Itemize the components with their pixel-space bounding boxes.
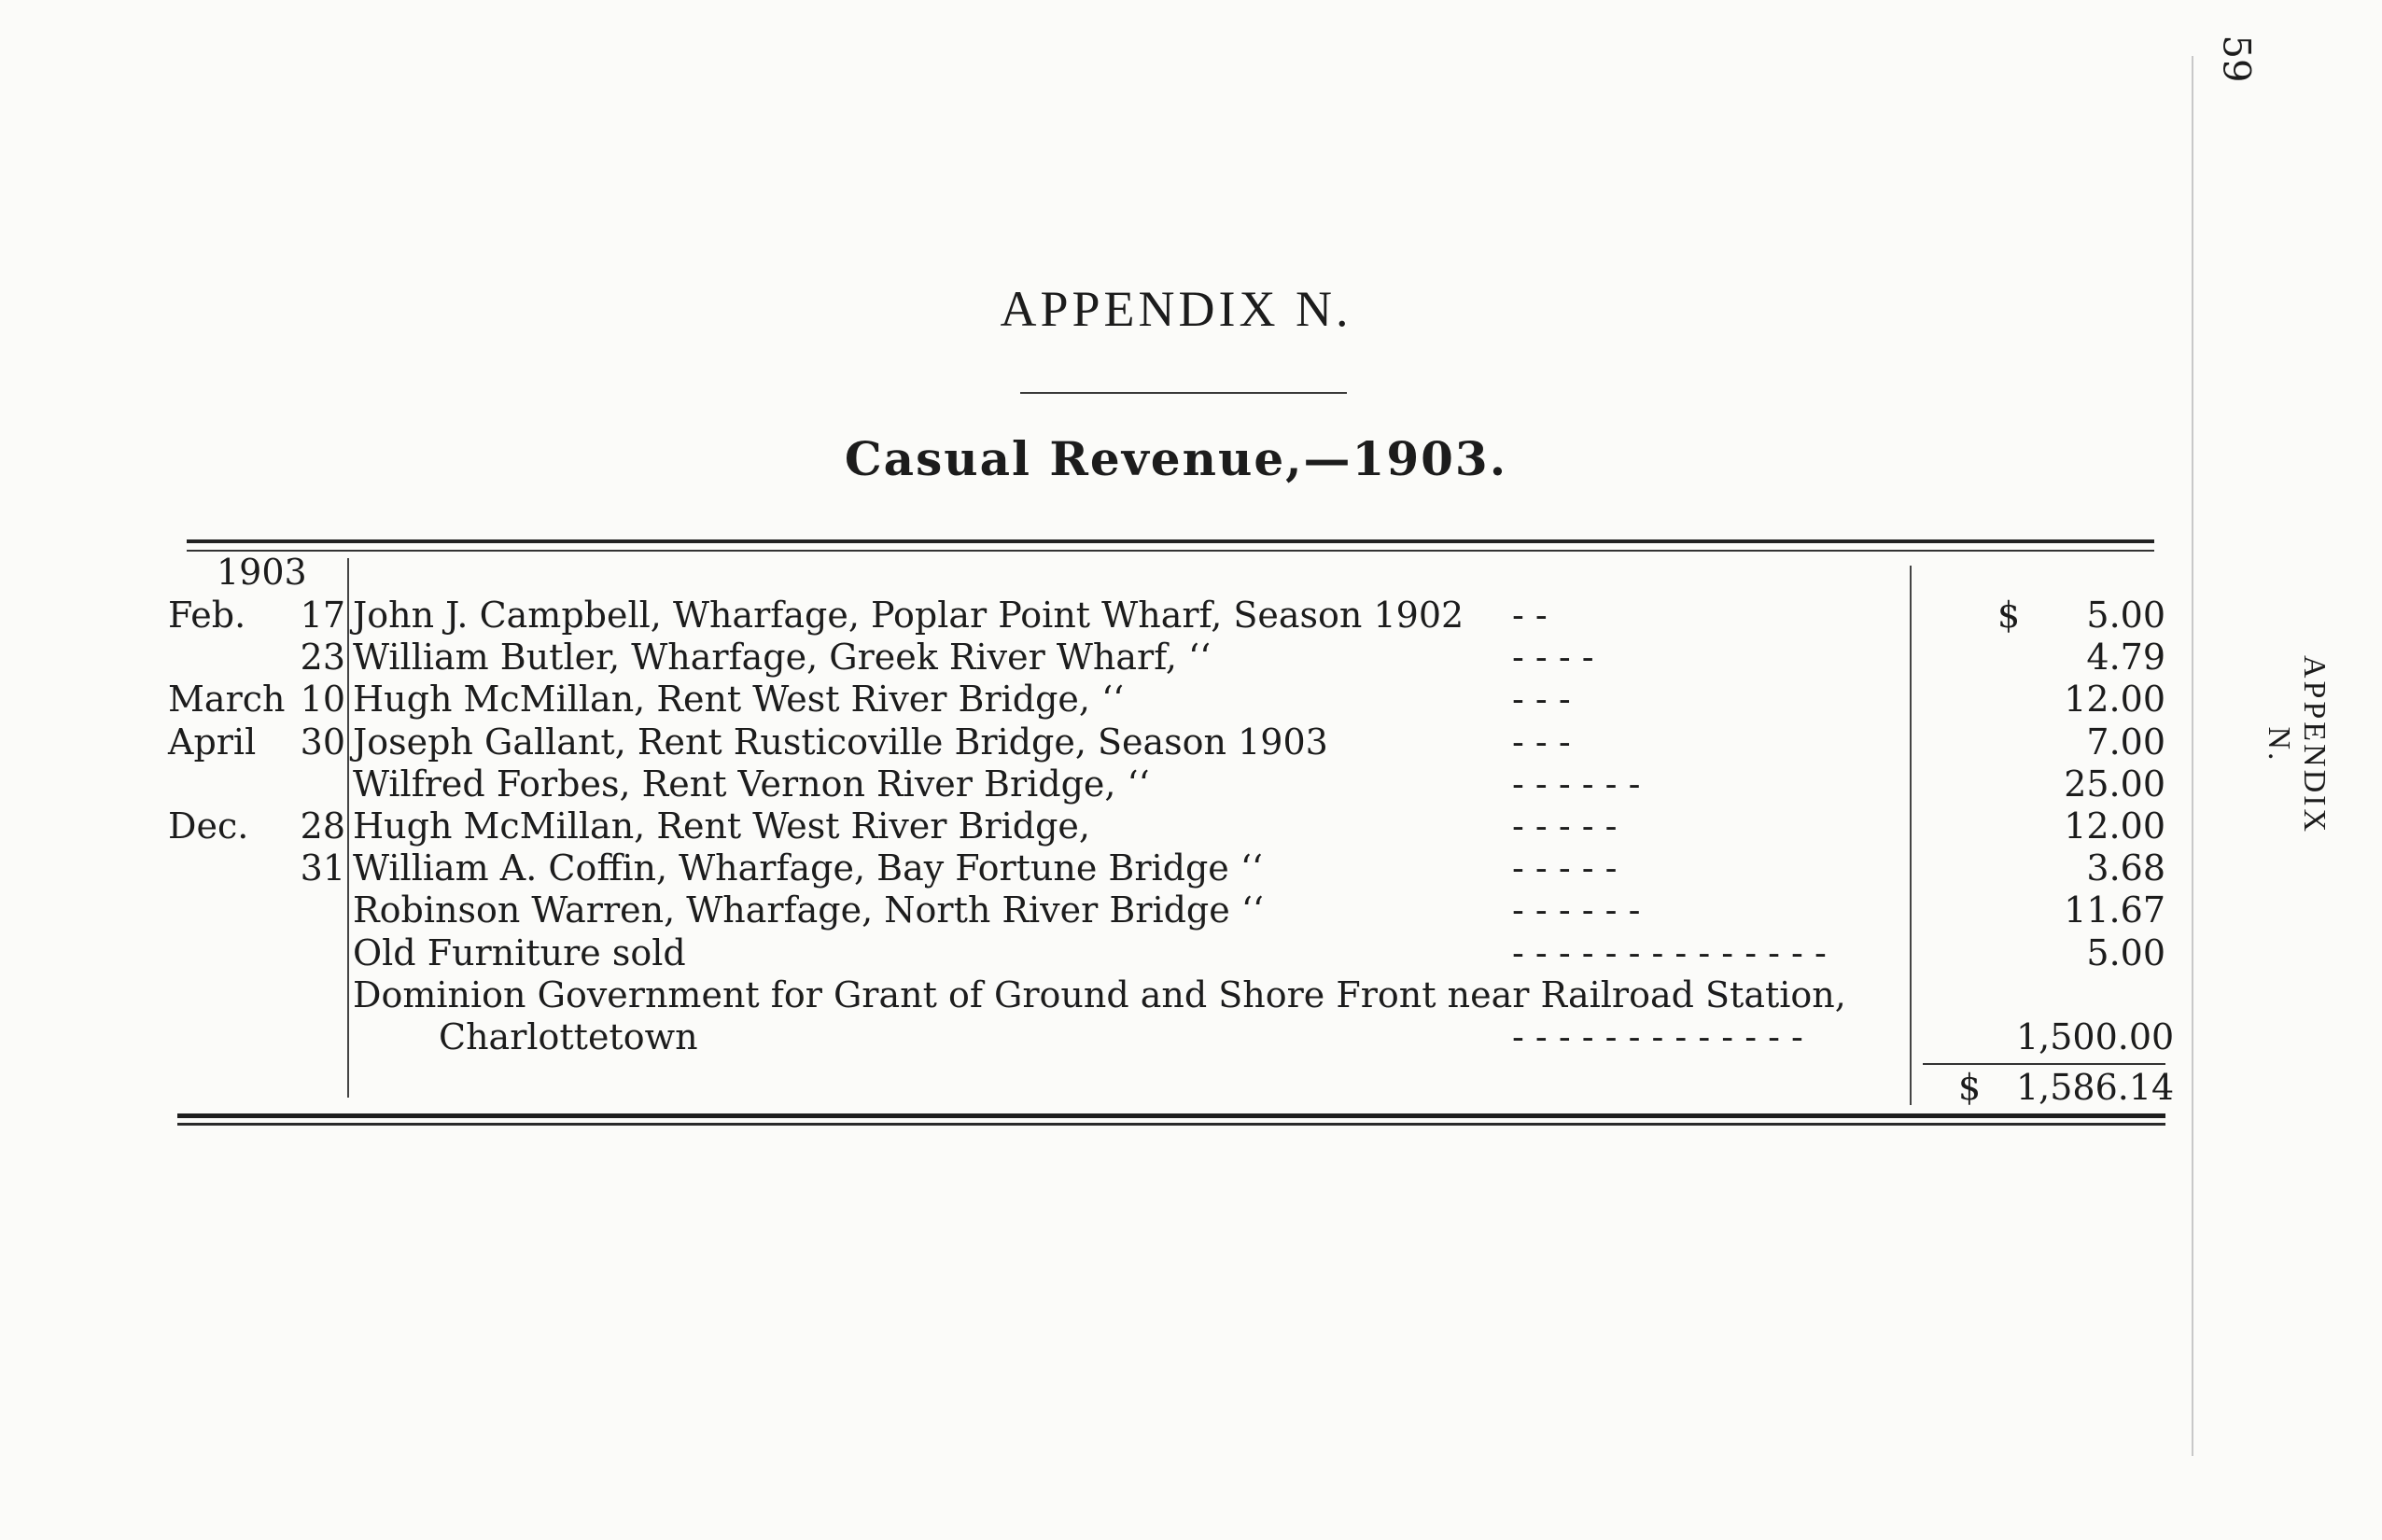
- row-month: March: [168, 679, 286, 720]
- row-day: 31: [300, 847, 345, 889]
- row-amount: 7.00: [2086, 721, 2165, 763]
- side-running-title: APPENDIX N.: [2262, 654, 2332, 835]
- row-amount: 5.00: [2086, 595, 2165, 636]
- row-day: 17: [300, 595, 345, 636]
- row-description: Charlottetown: [439, 1016, 698, 1057]
- page-subtitle: Casual Revenue,—1903.: [844, 431, 1508, 486]
- table-top-rule-thin: [187, 550, 2154, 552]
- title-underline: [1020, 392, 1347, 394]
- row-amount: 1,500.00: [2016, 1016, 2175, 1057]
- amount-column-divider: [1910, 566, 1912, 1105]
- row-description: Joseph Gallant, Rent Rusticoville Bridge, Season 1903: [353, 721, 1328, 763]
- row-month: Feb.: [168, 595, 246, 636]
- row-dots: - - - - - -: [1512, 889, 1641, 931]
- row-dots: - - - - -: [1512, 805, 1618, 847]
- row-description: Wilfred Forbes, Rent Vernon River Bridge, ‘‘: [353, 763, 1150, 805]
- table-bottom-rule-thin: [177, 1123, 2165, 1126]
- row-dots: - - -: [1512, 679, 1571, 720]
- row-dots: - - - -: [1512, 637, 1594, 678]
- table-year: 1903: [217, 552, 307, 593]
- row-dollar: $: [1997, 595, 2021, 636]
- table-bottom-rule: [177, 1113, 2165, 1118]
- row-month: Dec.: [168, 805, 249, 847]
- total-dollar-sign: $: [1958, 1067, 1982, 1108]
- row-dots: - - - - -: [1512, 847, 1618, 889]
- row-amount: 4.79: [2086, 637, 2165, 678]
- date-column-divider: [347, 558, 349, 1098]
- row-amount: 25.00: [2064, 763, 2165, 805]
- row-dots: - - - - - - - - - - - - - -: [1512, 932, 1827, 973]
- row-description: Hugh McMillan, Rent West River Bridge, ‘‘: [353, 679, 1125, 720]
- row-day: 28: [300, 805, 345, 847]
- row-description: Old Furniture sold: [353, 932, 686, 973]
- row-amount: 3.68: [2086, 847, 2165, 889]
- page-title: APPENDIX N.: [1000, 281, 1352, 337]
- total-amount: 1,586.14: [2016, 1067, 2175, 1108]
- page-number: 59: [2214, 35, 2258, 83]
- page-edge-line: [2192, 56, 2193, 1456]
- row-description: William Butler, Wharfage, Greek River Wharf, ‘‘: [353, 637, 1212, 678]
- row-amount: 12.00: [2064, 805, 2165, 847]
- row-day: 23: [300, 637, 345, 678]
- total-rule: [1923, 1063, 2165, 1065]
- row-month: April: [168, 721, 257, 763]
- row-dots: - -: [1512, 595, 1548, 636]
- row-description: Robinson Warren, Wharfage, North River Bridge ‘‘: [353, 889, 1264, 931]
- row-amount: 11.67: [2064, 889, 2165, 931]
- row-dots: - - - - - -: [1512, 763, 1641, 805]
- row-day: 30: [300, 721, 345, 763]
- row-description: Dominion Government for Grant of Ground and Shore Front near Railroad Station,: [353, 974, 1846, 1015]
- row-dots: - - - - - - - - - - - - -: [1512, 1016, 1803, 1057]
- row-day: 10: [300, 679, 345, 720]
- row-description: Hugh McMillan, Rent West River Bridge,: [353, 805, 1090, 847]
- row-amount: 5.00: [2086, 932, 2165, 973]
- table-top-rule: [187, 539, 2154, 543]
- row-amount: 12.00: [2064, 679, 2165, 720]
- row-description: John J. Campbell, Wharfage, Poplar Point Wharf, Season 1902: [353, 595, 1464, 636]
- row-description: William A. Coffin, Wharfage, Bay Fortune Bridge ‘‘: [353, 847, 1264, 889]
- row-dots: - - -: [1512, 721, 1571, 763]
